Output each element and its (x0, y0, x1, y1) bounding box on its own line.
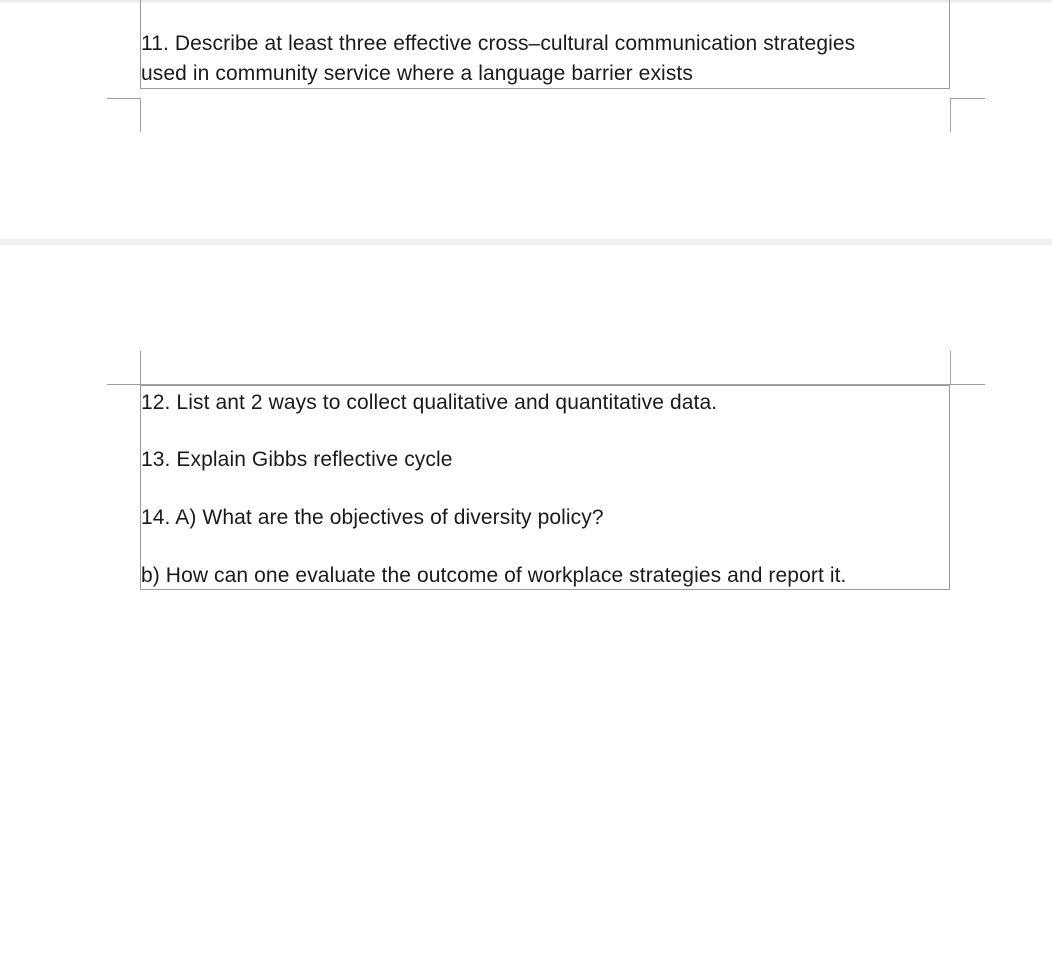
question-11-line-2: used in community service where a language barrier exists (141, 62, 693, 85)
text-frame-question-11[interactable] (140, 0, 950, 89)
crop-mark-top-left-vertical (140, 351, 141, 385)
question-11-line-1: 11. Describe at least three effective cross–cultural communication strategies (141, 32, 856, 55)
question-13: 13. Explain Gibbs reflective cycle (141, 448, 453, 471)
document-page-top (0, 0, 1052, 239)
document-page-bottom (0, 245, 1052, 973)
crop-mark-bottom-right-horizontal (950, 98, 985, 99)
crop-mark-top-right-vertical (950, 351, 951, 385)
crop-mark-bottom-right-vertical (950, 98, 951, 132)
crop-mark-bottom-left-vertical (140, 98, 141, 132)
question-12: 12. List ant 2 ways to collect qualitative and quantitative data. (141, 391, 718, 414)
text-frame-questions-12-14[interactable] (140, 385, 950, 590)
crop-mark-bottom-left-horizontal (107, 98, 141, 99)
question-14a: 14. A) What are the objectives of diversity policy? (141, 506, 604, 529)
question-14b: b) How can one evaluate the outcome of workplace strategies and report it. (141, 564, 847, 587)
